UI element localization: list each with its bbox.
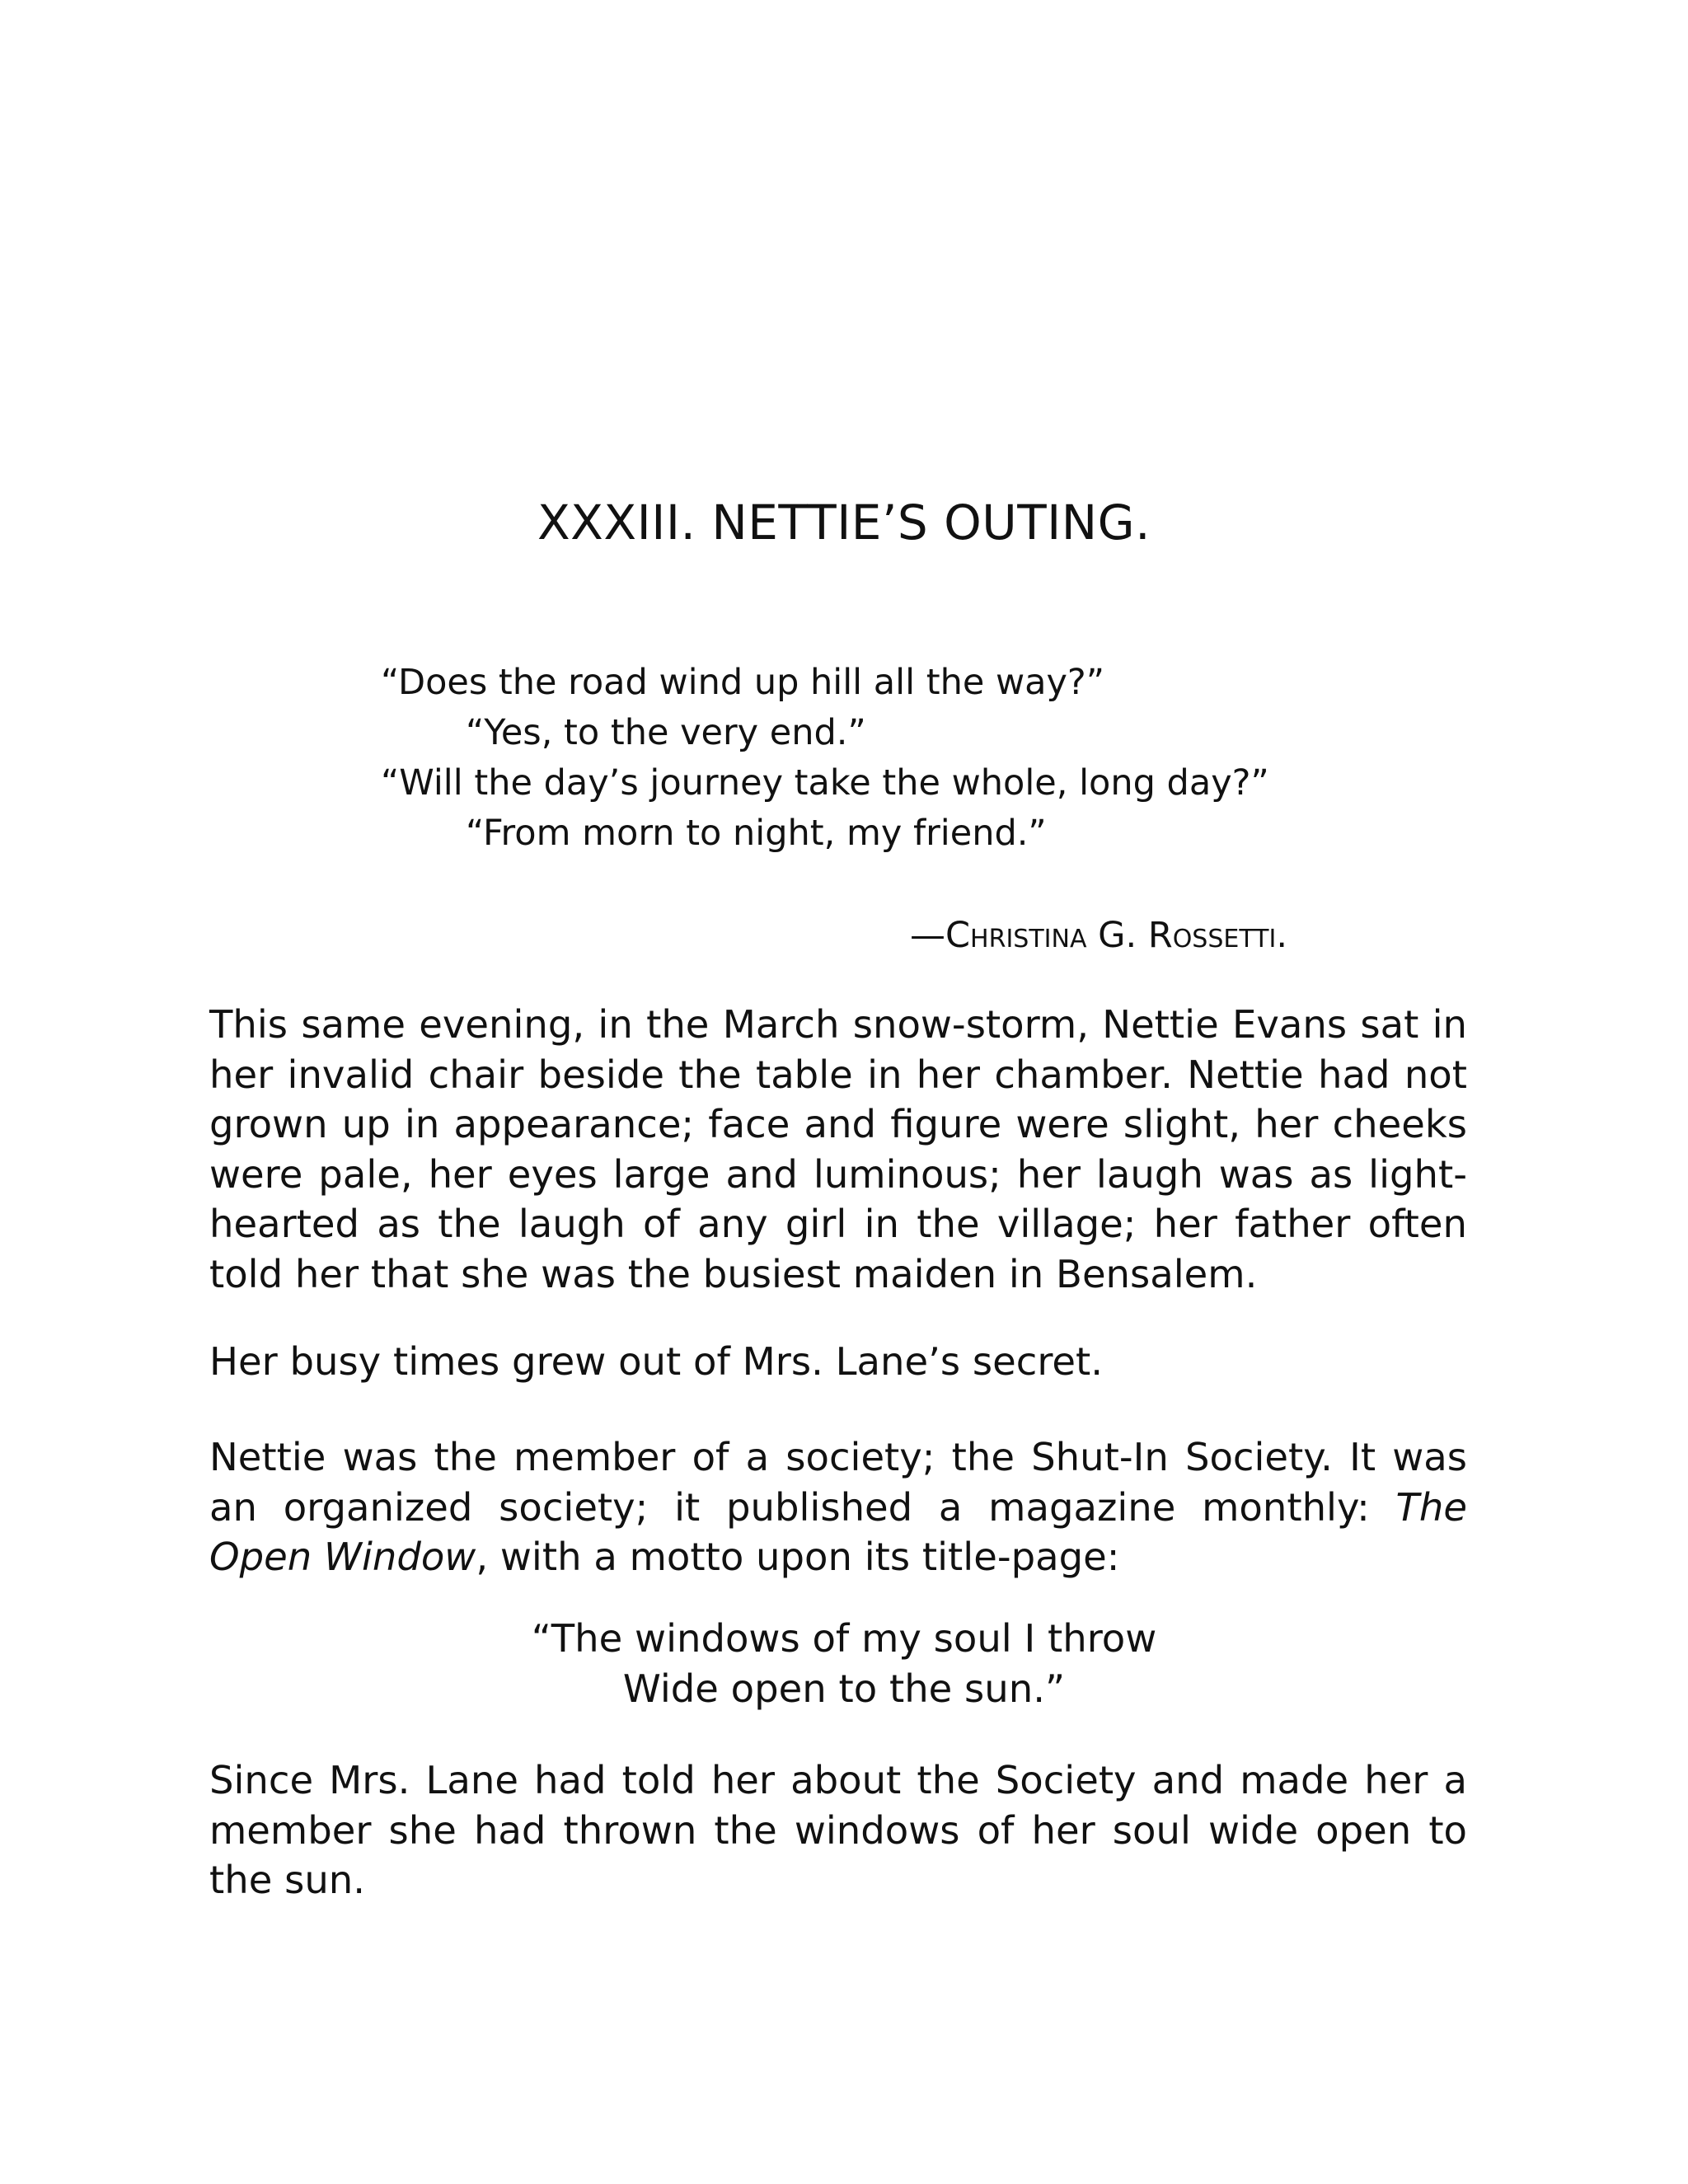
paragraph-1: This same evening, in the March snow-storm, Nettie Evans sat in her invalid chair beside the table in her chamber. Nettie had not grown up in appearance; face and figure were slight, her cheeks were pale, her eyes large and luminous; her laugh was as light-hearted as the laugh of any girl in the village; her father often told her that she was the busiest maiden in Bensalem.: [209, 1002, 1467, 1296]
epigraph-line-3: “Will the day’s journey take the whole, long day?”: [381, 762, 1269, 804]
epigraph-line-2: “Yes, to the very end.”: [466, 712, 866, 753]
paragraph-4: Since Mrs. Lane had told her about the Society and made her a member she had thrown the windows of her soul wide open to the sun.: [209, 1758, 1467, 1902]
attribution-dash: —: [910, 915, 946, 956]
motto-line-1: “The windows of my soul I throw: [531, 1616, 1157, 1661]
attribution-end: .: [1276, 915, 1287, 956]
motto-line-2: Wide open to the sun.”: [622, 1666, 1066, 1711]
paragraph-3-start: Nettie was the member of a society; the Shut-In Society. It was an organized society; it published a magazine monthly:: [209, 1435, 1467, 1530]
motto: [0, 1614, 1688, 1713]
magazine-title: The Open Window: [209, 1484, 1467, 1579]
epigraph-line-4: “From morn to night, my friend.”: [466, 813, 1047, 854]
epigraph: [381, 658, 1269, 859]
epigraph-attribution: [910, 911, 1287, 961]
paragraph-3-end: , with a motto upon its title-page:: [476, 1535, 1120, 1579]
epigraph-line-1: “Does the road wind up hill all the way?”: [381, 662, 1105, 703]
paragraph-3: [209, 1432, 1467, 1582]
chapter-title: XXXIII. NETTIE’S OUTING.: [537, 494, 1151, 551]
attribution-name: Christina G. Rossetti: [945, 915, 1277, 956]
paragraph-2: Her busy times grew out of Mrs. Lane’s secret.: [209, 1339, 1104, 1384]
